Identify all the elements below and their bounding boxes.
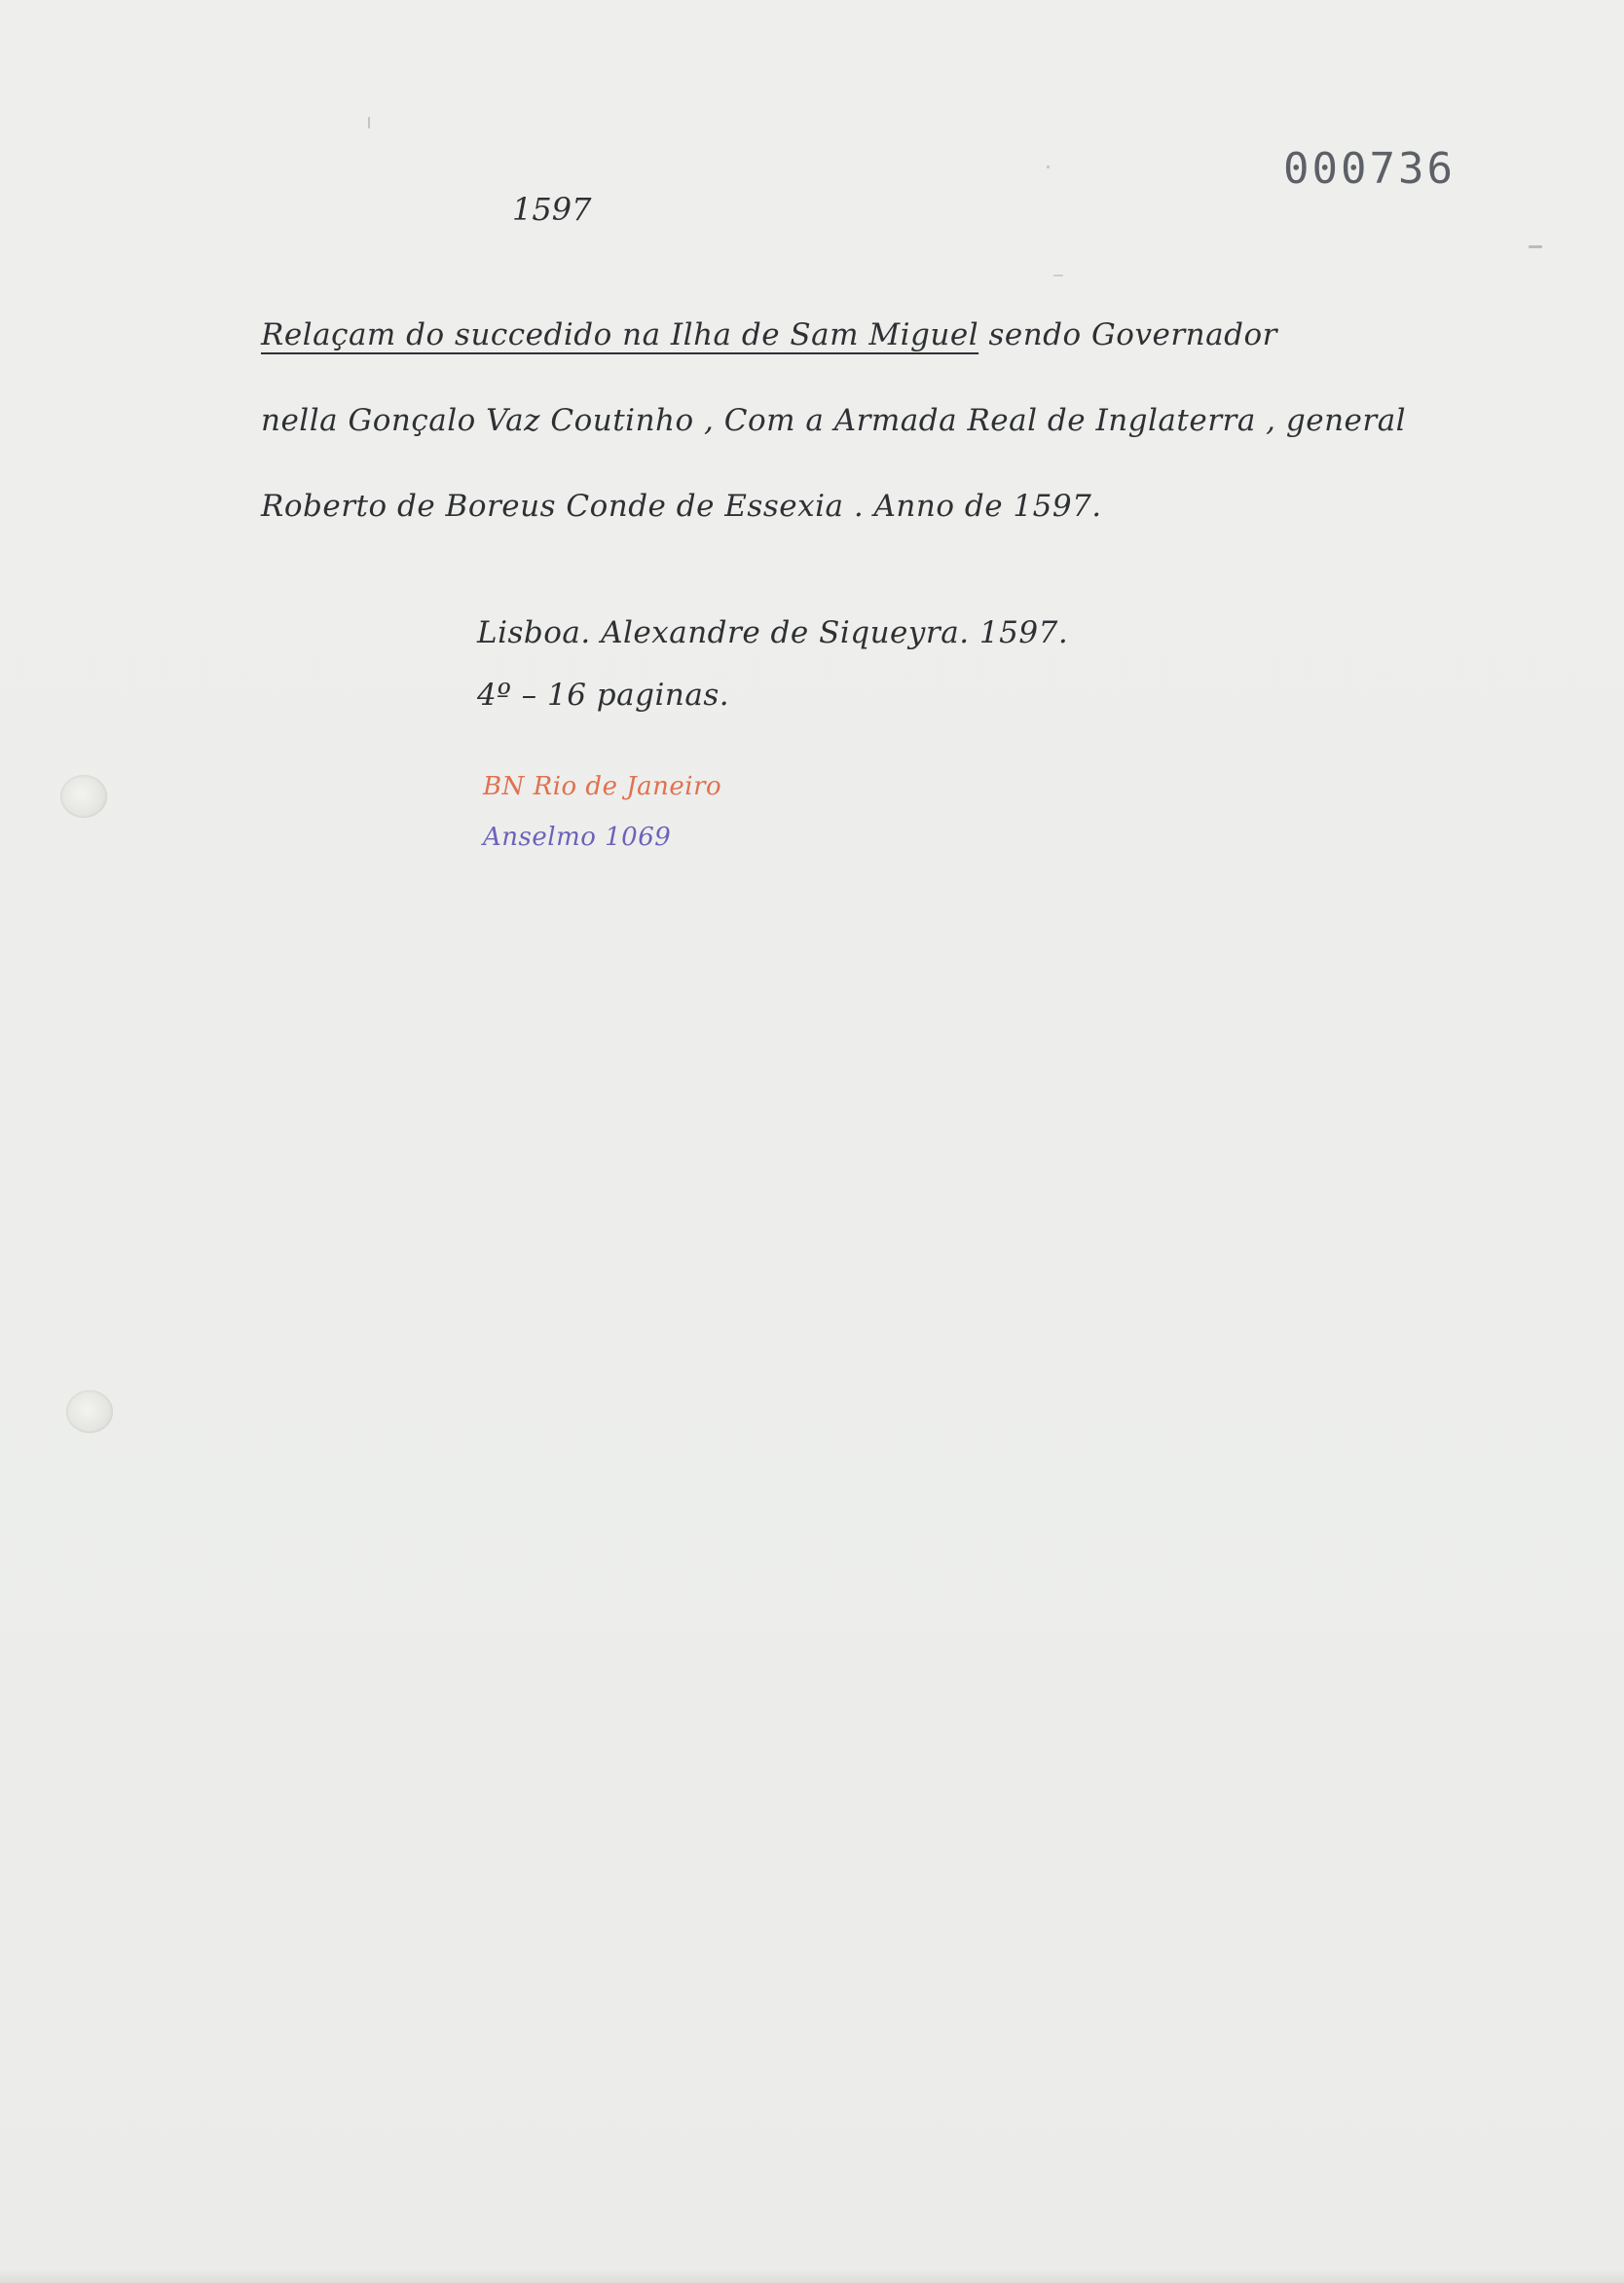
paper-speck <box>368 117 370 129</box>
bibliographic-reference: Anselmo 1069 <box>483 823 672 852</box>
punch-hole <box>60 775 107 818</box>
paper-speck <box>1053 275 1063 276</box>
title-rest: sendo Governador <box>978 317 1277 352</box>
stamped-number: 000736 <box>1283 144 1456 194</box>
title-underlined: Relaçam do succedido na Ilha de Sam Miguel <box>261 317 979 352</box>
punch-hole <box>66 1390 113 1433</box>
imprint-line: Lisboa. Alexandre de Siqueyra. 1597. <box>477 615 1069 650</box>
title-line-1 <box>261 317 1277 352</box>
page-bottom-edge <box>0 2269 1624 2283</box>
paper-speck <box>1047 166 1050 168</box>
title-line-3: Roberto de Boreus Conde de Essexia . Anno de 1597. <box>261 489 1102 524</box>
title-line-2: nella Gonçalo Vaz Coutinho , Com a Armada Real de Inglaterra , general <box>261 403 1407 438</box>
paper-speck <box>1529 245 1542 248</box>
year-heading: 1597 <box>512 191 592 228</box>
collation-line: 4º – 16 paginas. <box>477 678 730 713</box>
library-location: BN Rio de Janeiro <box>483 772 722 801</box>
